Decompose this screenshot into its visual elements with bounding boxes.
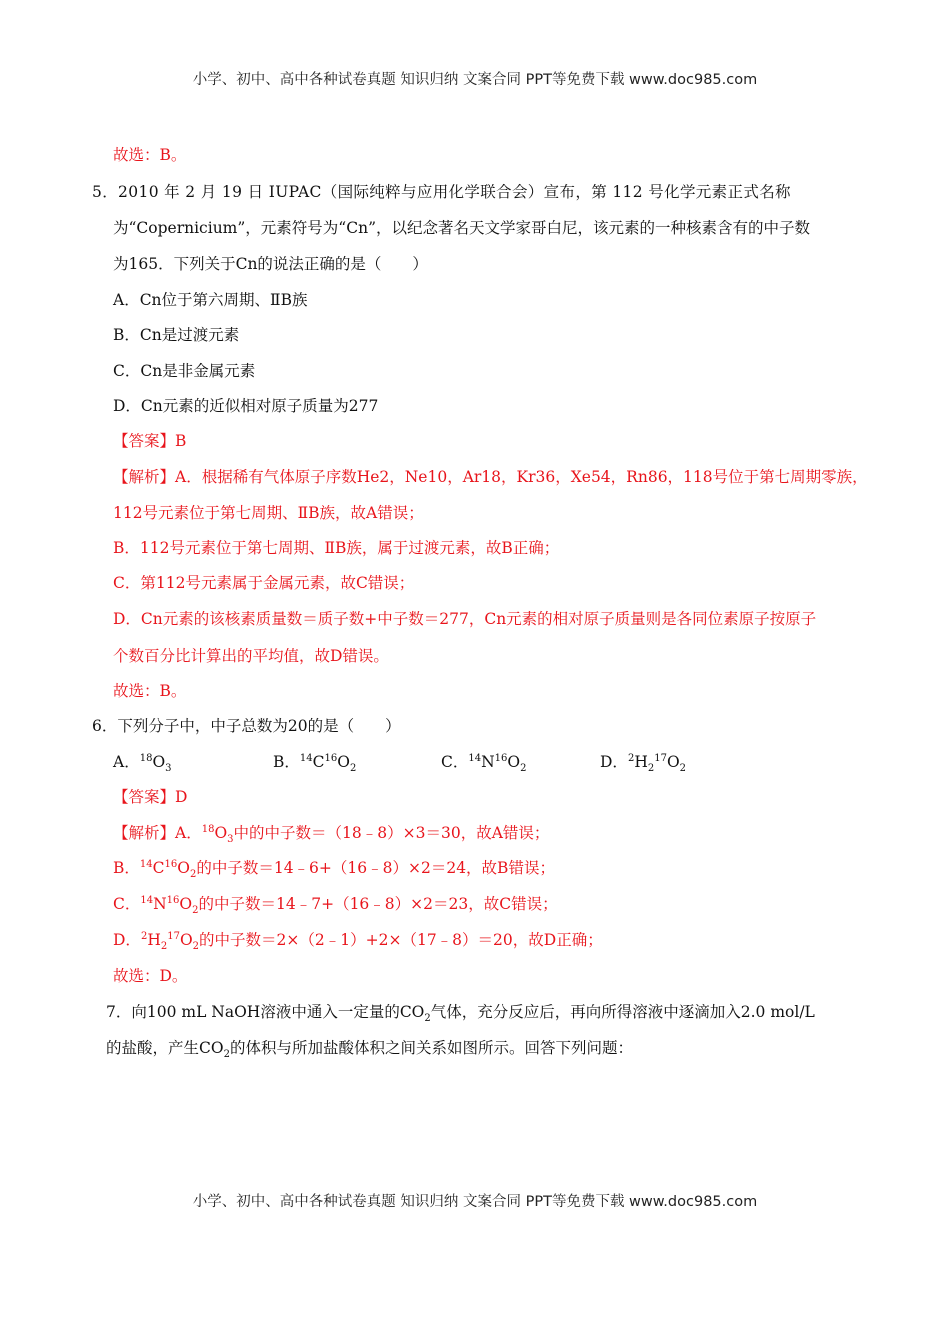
q6-option-c: C．$^{14}N^{16}O_2$ (441, 752, 527, 775)
q5-analysis-line6: 个数百分比计算出的平均值，故D错误。 (113, 647, 389, 665)
q5-answer-choice: 故选：B。 (113, 682, 187, 700)
q6-answer: 【答案】D (113, 788, 188, 806)
q5-stem-line3: 为165．下列关于Cn的说法正确的是（ ） (113, 255, 428, 273)
q5-option-c: C．Cn是非金属元素 (113, 362, 256, 380)
q6-analysis-line3: C．$^{14}N^{16}O_2$的中子数＝14﹣7+（16﹣8）×2＝23，故C错误； (113, 894, 558, 917)
q5-analysis-line3: B．112号元素位于第七周期、ⅡB族，属于过渡元素，故B正确； (113, 539, 560, 557)
q5-analysis-line1: 【解析】A．根据稀有气体原子序数He2，Ne10，Ar18，Kr36，Xe54，Rn86，118号位于第七周期零族， (113, 468, 868, 486)
q7-stem-line1: 7．向100 mL NaOH溶液中通入一定量的$CO_2$气体，充分反应后，再向所得溶液中逐滴加入2.0 mol/L (106, 1003, 815, 1025)
q5-option-d: D．Cn元素的近似相对原子质量为277 (113, 397, 379, 415)
q7-stem-line2: 的盐酸，产生$CO_2$的体积与所加盐酸体积之间关系如图所示。回答下列问题： (106, 1039, 633, 1061)
q5-analysis-line4: C．第112号元素属于金属元素，故C错误； (113, 574, 415, 592)
q5-stem-line2: 为“Copernicium”，元素符号为“Cn”，以纪念著名天文学家哥白尼，该元素的一种核素含有的中子数 (113, 219, 810, 237)
q5-option-b: B．Cn是过渡元素 (113, 326, 240, 344)
q6-stem: 6．下列分子中，中子总数为20的是（ ） (92, 717, 401, 735)
q6-analysis-line2: B．$^{14}C^{16}O_2$的中子数＝14﹣6+（16﹣8）×2＝24，故B错误； (113, 858, 555, 881)
q5-option-a: A．Cn位于第六周期、ⅡB族 (113, 291, 308, 309)
page-header: 小学、初中、高中各种试卷真题 知识归纳 文案合同 PPT等免费下载 www.doc985.com (192, 72, 758, 88)
q6-answer-choice: 故选：D。 (113, 967, 188, 985)
q5-answer: 【答案】B (113, 432, 187, 450)
q5-stem-line1: 5．2010 年 2 月 19 日 IUPAC（国际纯粹与应用化学联合会）宣布，第 112 号化学元素正式名称 (92, 183, 791, 201)
q5-analysis-line2: 112号元素位于第七周期、ⅡB族，故A错误； (113, 504, 424, 522)
q5-analysis-line5: D．Cn元素的该核素质量数＝质子数+中子数＝277，Cn元素的相对原子质量则是各同位素原子按原子 (113, 610, 817, 628)
q6-option-a: A．$^{18}O_3$ (113, 752, 172, 775)
page-footer: 小学、初中、高中各种试卷真题 知识归纳 文案合同 PPT等免费下载 www.doc985.com (192, 1194, 758, 1210)
q6-analysis-line1: 【解析】A．$^{18}O_3$中的中子数＝（18﹣8）×3＝30，故A错误； (113, 823, 550, 846)
prev-answer-choice: 故选：B。 (113, 146, 187, 164)
q6-option-d: D．$^2H_2^{17}O_2$ (600, 752, 687, 775)
q6-analysis-line4: D．$^2H_2^{17}O_2$的中子数＝2×（2﹣1）+2×（17﹣8）＝20，故D正确； (113, 930, 603, 953)
q6-option-b: B．$^{14}C^{16}O_2$ (273, 752, 357, 775)
